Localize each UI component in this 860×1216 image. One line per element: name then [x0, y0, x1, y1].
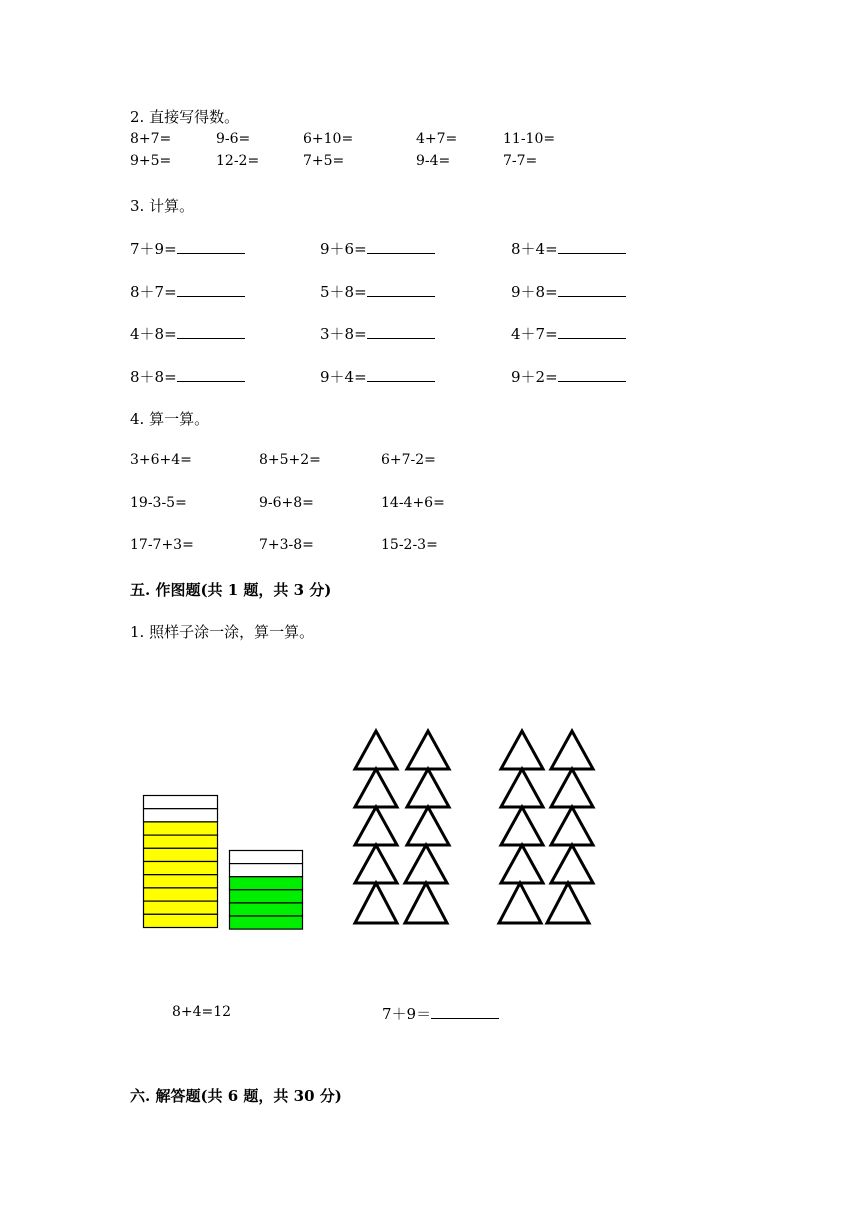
- triangle-shape[interactable]: [355, 807, 397, 845]
- q4-item: 17-7+3=: [130, 537, 194, 553]
- triangle-shape[interactable]: [355, 769, 397, 807]
- q4-item: 19-3-5=: [130, 495, 187, 511]
- q3-expression: 9＋6=: [320, 240, 367, 258]
- q3-expression: 8＋8=: [130, 368, 177, 386]
- yellow-bar-cell[interactable]: [144, 875, 218, 888]
- triangle-shape[interactable]: [407, 807, 449, 845]
- q3-expression: 9＋2=: [511, 368, 558, 386]
- q3-expression: 4＋8=: [130, 325, 177, 343]
- q3-expression: 8＋7=: [130, 283, 177, 301]
- q3-heading: 3. 计算。: [130, 197, 195, 215]
- yellow-bar-cell[interactable]: [144, 914, 218, 927]
- q3-item: [320, 281, 435, 302]
- yellow-bar-cell[interactable]: [144, 796, 218, 809]
- yellow-bar-cell[interactable]: [144, 835, 218, 848]
- q3-item: [511, 323, 626, 344]
- yellow-bar-cell[interactable]: [144, 888, 218, 901]
- example-equation: 8+4=12: [172, 1004, 232, 1020]
- q2-item: 9-4=: [416, 153, 451, 169]
- task-equation: [382, 1003, 499, 1024]
- q3-item: [320, 366, 435, 387]
- q2-item: 8+7=: [130, 131, 172, 147]
- answer-blank[interactable]: [558, 324, 626, 339]
- triangle-shape[interactable]: [501, 769, 543, 807]
- q3-expression: 9＋8=: [511, 283, 558, 301]
- yellow-bar-cell[interactable]: [144, 822, 218, 835]
- answer-blank[interactable]: [367, 367, 435, 382]
- q2-item: 9+5=: [130, 153, 172, 169]
- task-expression: 7＋9＝: [382, 1005, 432, 1023]
- triangle-group-left[interactable]: [350, 728, 460, 928]
- q3-item: [320, 323, 435, 344]
- answer-blank[interactable]: [367, 282, 435, 297]
- q3-expression: 7＋9=: [130, 240, 177, 258]
- answer-blank[interactable]: [367, 324, 435, 339]
- yellow-bar-cell[interactable]: [144, 848, 218, 861]
- q3-expression: 8＋4=: [511, 240, 558, 258]
- triangle-shape[interactable]: [405, 883, 447, 923]
- triangle-shape[interactable]: [355, 845, 397, 883]
- q2-item: 12-2=: [216, 153, 260, 169]
- q2-item: 11-10=: [503, 131, 556, 147]
- q4-item: 14-4+6=: [381, 495, 445, 511]
- q4-item: 7+3-8=: [259, 537, 314, 553]
- green-bar-cell[interactable]: [230, 864, 303, 877]
- triangle-shape[interactable]: [551, 769, 593, 807]
- answer-blank[interactable]: [558, 367, 626, 382]
- triangle-shape[interactable]: [407, 769, 449, 807]
- q3-expression: 5＋8=: [320, 283, 367, 301]
- answer-blank[interactable]: [177, 324, 245, 339]
- answer-blank[interactable]: [177, 239, 245, 254]
- triangle-shape[interactable]: [501, 807, 543, 845]
- q3-item: [130, 281, 245, 302]
- green-bar-cell[interactable]: [230, 903, 303, 916]
- q4-item: 9-6+8=: [259, 495, 314, 511]
- s5-q1-heading: 1. 照样子涂一涂，算一算。: [130, 623, 315, 641]
- triangle-shape[interactable]: [355, 883, 397, 923]
- q3-item: [130, 238, 245, 259]
- answer-blank[interactable]: [177, 282, 245, 297]
- triangle-group-right[interactable]: [496, 728, 606, 928]
- q2-heading: 2. 直接写得数。: [130, 108, 240, 126]
- triangle-shape[interactable]: [551, 731, 593, 769]
- green-bar-cell[interactable]: [230, 916, 303, 929]
- q3-expression: 9＋4=: [320, 368, 367, 386]
- q4-item: 3+6+4=: [130, 452, 192, 468]
- yellow-bar-cell[interactable]: [144, 862, 218, 875]
- triangle-shape[interactable]: [405, 845, 447, 883]
- triangle-shape[interactable]: [407, 731, 449, 769]
- answer-blank[interactable]: [558, 282, 626, 297]
- answer-blank[interactable]: [367, 239, 435, 254]
- q3-item: [320, 238, 435, 259]
- answer-blank[interactable]: [177, 367, 245, 382]
- q3-item: [511, 366, 626, 387]
- q3-item: [511, 281, 626, 302]
- green-bar-cell[interactable]: [230, 877, 303, 890]
- q2-item: 7-7=: [503, 153, 538, 169]
- yellow-bar-cell[interactable]: [144, 901, 218, 914]
- q3-item: [511, 238, 626, 259]
- triangle-shape[interactable]: [551, 845, 593, 883]
- q3-item: [130, 323, 245, 344]
- q2-item: 9-6=: [216, 131, 251, 147]
- q3-expression: 3＋8=: [320, 325, 367, 343]
- q2-item: 7+5=: [303, 153, 345, 169]
- q3-expression: 4＋7=: [511, 325, 558, 343]
- section-5-title: 五. 作图题(共 1 题，共 3 分): [130, 581, 332, 599]
- triangle-shape[interactable]: [501, 845, 543, 883]
- green-bar-cell[interactable]: [230, 851, 303, 864]
- section-6-title: 六. 解答题(共 6 题，共 30 分): [130, 1087, 342, 1105]
- triangle-shape[interactable]: [501, 731, 543, 769]
- triangle-shape[interactable]: [551, 807, 593, 845]
- q3-item: [130, 366, 245, 387]
- triangle-shape[interactable]: [499, 883, 541, 923]
- answer-blank[interactable]: [558, 239, 626, 254]
- triangle-shape[interactable]: [547, 883, 589, 923]
- answer-blank[interactable]: [431, 1004, 499, 1019]
- q4-item: 8+5+2=: [259, 452, 321, 468]
- q4-item: 15-2-3=: [381, 537, 438, 553]
- q4-item: 6+7-2=: [381, 452, 436, 468]
- triangle-shape[interactable]: [355, 731, 397, 769]
- q4-heading: 4. 算一算。: [130, 410, 210, 428]
- yellow-bar-cell[interactable]: [144, 809, 218, 822]
- green-bar-cell[interactable]: [230, 890, 303, 903]
- q2-item: 6+10=: [303, 131, 354, 147]
- yellow-bar-stack: [142, 794, 222, 930]
- q2-item: 4+7=: [416, 131, 458, 147]
- green-bar-stack: [228, 849, 308, 931]
